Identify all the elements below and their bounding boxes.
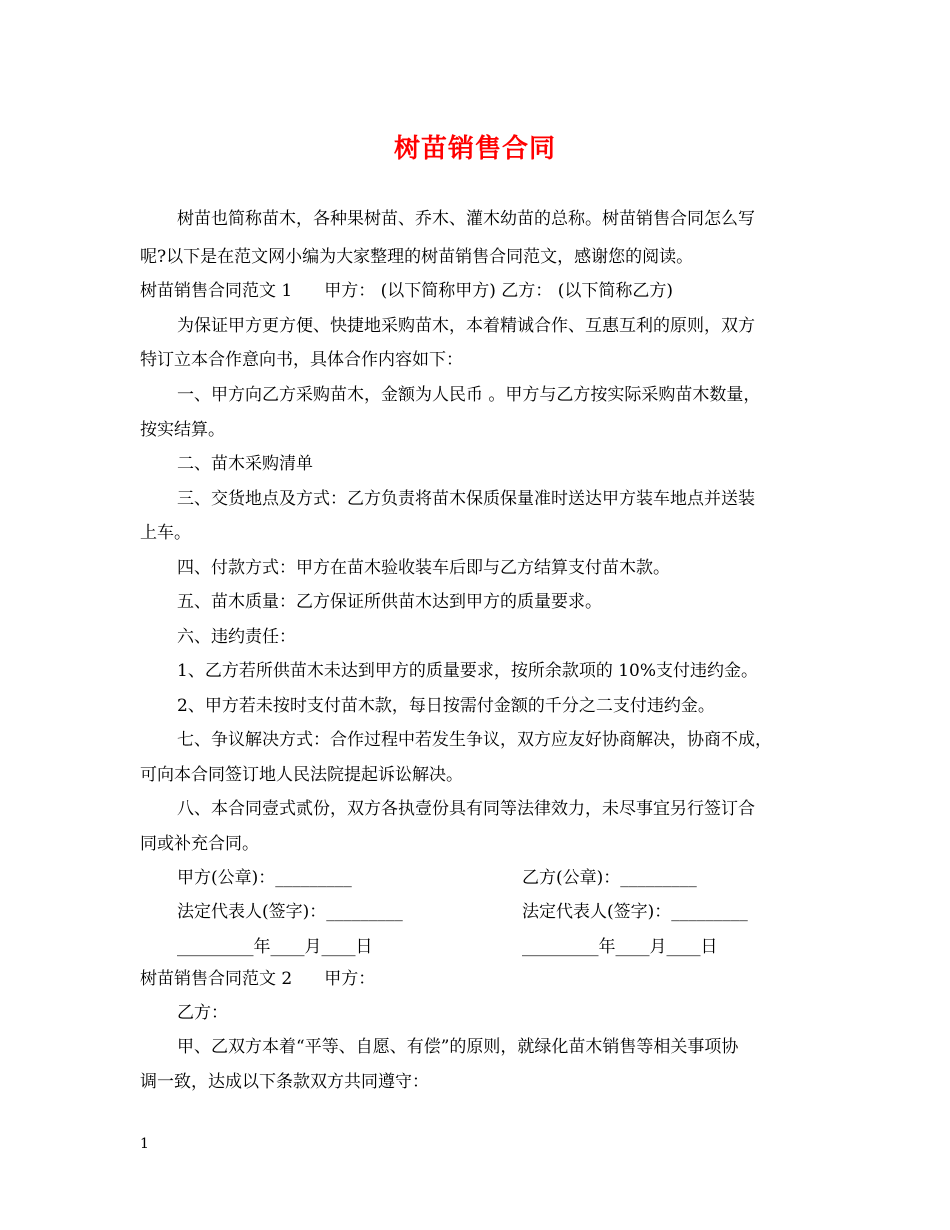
page-number: 1 (140, 1136, 149, 1152)
clause-2: 二、苗木采购清单 (177, 454, 313, 474)
document-title: 树苗销售合同 (393, 134, 556, 164)
sample2-paragraph-line-1: 甲、乙双方本着“平等、自愿、有偿”的原则，就绿化苗木销售等相关事项协 (177, 1037, 739, 1057)
clause-6-item-1: 1、乙方若所供苗木未达到甲方的质量要求，按所余款项的 10%支付违约金。 (177, 661, 759, 681)
clause-8-line-1: 八、本合同壹式贰份，双方各执壹份具有同等法律效力，未尽事宜另行签订合 (177, 799, 755, 819)
clause-1-line-1: 一、甲方向乙方采购苗木，金额为人民币 。甲方与乙方按实际采购苗木数量， (177, 385, 761, 405)
party-a-date: _________年____月____日 (177, 937, 373, 957)
intro-line-2: 呢?以下是在范文网小编为大家整理的树苗销售合同范文，感谢您的阅读。 (140, 247, 694, 267)
sample2-paragraph-line-2: 调一致，达成以下条款双方共同遵守： (140, 1072, 429, 1092)
party-a-seal: 甲方(公章)：_________ (177, 868, 352, 888)
clause-4: 四、付款方式：甲方在苗木验收装车后即与乙方结算支付苗木款。 (177, 558, 670, 578)
clause-5: 五、苗木质量：乙方保证所供苗木达到甲方的质量要求。 (177, 592, 602, 612)
sample1-heading: 树苗销售合同范文 1 (140, 281, 293, 301)
clause-6-item-2: 2、甲方若未按时支付苗木款，每日按需付金额的千分之二支付违约金。 (177, 696, 715, 716)
party-b-seal: 乙方(公章)：_________ (522, 868, 697, 888)
preamble-line-2: 特订立本合作意向书，具体合作内容如下： (140, 350, 463, 370)
party-b-representative: 法定代表人(签字)：_________ (522, 902, 748, 922)
clause-3-line-1: 三、交货地点及方式：乙方负责将苗木保质保量准时送达甲方装车地点并送装 (177, 489, 755, 509)
clause-8-line-2: 同或补充合同。 (140, 834, 259, 854)
preamble-line-1: 为保证甲方更方便、快捷地采购苗木，本着精诚合作、互惠互利的原则，双方 (177, 316, 755, 336)
sample2-party-b: 乙方： (177, 1003, 228, 1023)
sample1-heading-row (140, 279, 673, 303)
clause-3-line-2: 上车。 (140, 523, 191, 543)
clause-1-line-2: 按实结算。 (140, 420, 225, 440)
party-b-date: _________年____月____日 (522, 937, 718, 957)
clause-7-line-2: 可向本合同签订地人民法院提起诉讼解决。 (140, 765, 463, 785)
sample1-parties: 甲方： (以下简称甲方) 乙方： (以下简称乙方) (324, 281, 673, 301)
clause-7-line-1: 七、争议解决方式：合作过程中若发生争议，双方应友好协商解决，协商不成， (177, 730, 772, 750)
intro-line-1: 树苗也简称苗木，各种果树苗、乔木、灌木幼苗的总称。树苗销售合同怎么写 (177, 209, 755, 229)
party-a-representative: 法定代表人(签字)：_________ (177, 902, 403, 922)
sample2-heading-row (140, 967, 375, 991)
sample2-party-a: 甲方： (324, 969, 376, 989)
clause-6: 六、违约责任： (177, 627, 296, 647)
sample2-heading: 树苗销售合同范文 2 (140, 969, 293, 989)
